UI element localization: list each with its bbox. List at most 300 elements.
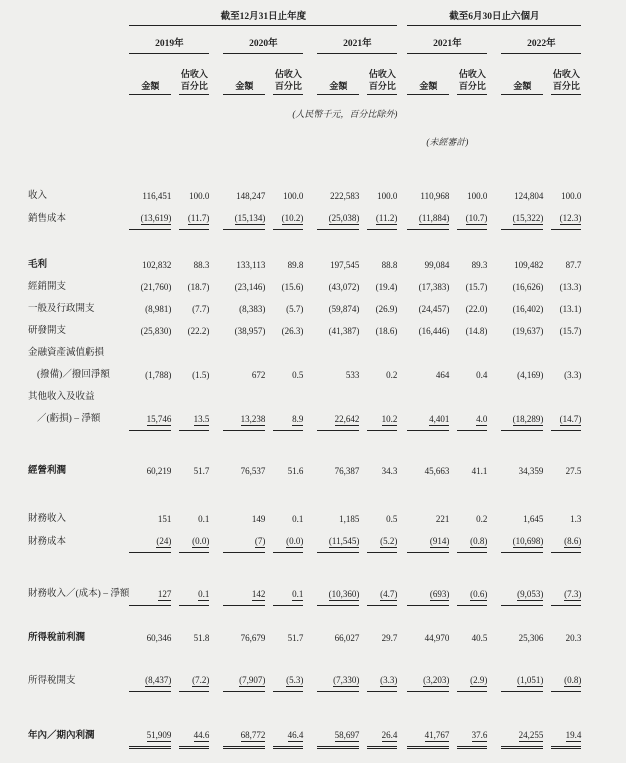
cell-amount: 99,084 [424,259,450,270]
group-gap [487,185,501,207]
cell-amount [129,386,171,408]
group-gap [487,207,501,230]
cell-percentage: 100.0 [189,191,210,201]
cell-amount [407,724,449,748]
cell-amount [407,386,449,408]
cell-amount: 66,027 [334,633,360,643]
cell-percentage [273,386,303,408]
column-spacer [171,254,179,276]
underlined-value: (2.9) [470,675,488,685]
group-gap [303,408,317,431]
group-gap [487,627,501,649]
column-spacer [543,530,551,553]
table-row [28,276,581,298]
subheader-row [28,53,581,94]
cell-percentage: (15.7) [559,325,582,336]
group-gap [209,460,223,482]
underlined-value: 15,746 [146,413,172,424]
cell-amount: 222,583 [330,191,360,201]
row-label: ／(虧損) – 淨額 [37,414,101,424]
pct-header-4: 佔收入 百分比 [457,53,487,94]
column-spacer [265,254,273,276]
column-spacer [449,583,457,606]
column-spacer [359,185,367,207]
cell-amount [501,342,543,364]
cell-amount: (16,402) [512,303,544,314]
cell-percentage: 0.4 [476,369,488,380]
underlined-value: (7,330) [333,675,360,685]
group-gap [397,320,407,342]
column-spacer [359,530,367,553]
column-spacer [543,627,551,649]
cell-amount: 76,537 [240,466,266,476]
amount-header-4: 金額 [407,53,449,94]
column-spacer [543,460,551,482]
group-gap [397,386,407,408]
unaudited-note-row [28,120,581,148]
group-gap [397,408,407,431]
group-gap [303,460,317,482]
column-spacer [265,583,273,606]
year-2021-interim: 2021年 [407,25,487,53]
cell-percentage: 0.1 [292,514,304,524]
column-spacer [171,276,179,298]
column-spacer [449,207,457,230]
cell-amount [501,207,543,230]
cell-amount [317,530,359,553]
cell-amount [501,408,543,431]
cell-amount [501,583,543,606]
group-gap [397,276,407,298]
cell-percentage [457,408,487,431]
column-spacer [171,508,179,530]
cell-amount [129,207,171,230]
column-spacer [543,669,551,692]
cell-amount [317,342,359,364]
underlined-value: (4.7) [380,588,398,599]
column-spacer [543,724,551,748]
column-spacer [359,627,367,649]
cell-amount [223,669,265,692]
cell-amount [407,207,449,230]
cell-percentage [457,724,487,748]
column-spacer [359,508,367,530]
column-spacer [171,724,179,748]
spacer-cell [28,430,581,460]
underlined-value: (7.2) [192,675,210,685]
underlined-value: (0.8) [564,675,582,685]
underlined-value: 8.9 [292,413,304,424]
row-label: 經銷開支 [28,281,67,292]
group-gap [303,342,317,364]
underlined-value: (13,619) [140,213,172,223]
cell-amount: 45,663 [424,466,450,476]
underlined-value: (3,203) [423,675,450,685]
column-spacer [449,320,457,342]
group-gap [303,207,317,230]
underlined-value: (7.3) [564,588,582,599]
underlined-value: (10,360) [328,588,360,599]
column-spacer [171,298,179,320]
section-interim-title: 截至6月30日止六個月 [407,8,581,25]
cell-percentage [273,408,303,431]
underlined-value: 0.1 [198,588,210,599]
group-gap [209,298,223,320]
cell-amount: 148,247 [236,191,266,201]
cell-amount [407,669,449,692]
cell-amount [317,724,359,748]
cell-amount [407,530,449,553]
cell-percentage: 89.8 [287,259,304,270]
row-label: (撥備)／撥回淨額 [37,369,110,380]
cell-percentage: 0.5 [386,514,398,524]
pct-header-5: 佔收入 百分比 [551,53,581,94]
underlined-value: 10.2 [381,413,398,424]
column-spacer [543,320,551,342]
cell-percentage: 0.1 [198,514,210,524]
spacer-row [28,692,581,724]
group-gap [397,364,407,386]
cell-amount: 109,482 [514,259,544,270]
cell-amount [129,669,171,692]
amount-header-3: 金額 [317,53,359,94]
row-label: 財務成本 [28,536,67,547]
cell-amount: (38,957) [234,325,266,336]
header-body-gap [28,148,581,185]
row-label: 經營利潤 [28,466,67,476]
cell-amount [223,408,265,431]
cell-percentage: 51.6 [287,466,304,476]
cell-amount: (17,383) [418,281,450,292]
cell-amount [407,342,449,364]
cell-amount: 133,113 [236,259,266,270]
cell-amount: 110,968 [420,191,450,201]
underlined-value: (10.2) [281,213,304,223]
underlined-value: 51,909 [146,729,172,740]
underlined-value: 4.0 [476,413,488,424]
table-row [28,669,581,692]
row-label: 其他收入及收益 [28,391,95,402]
cell-percentage [457,530,487,553]
cell-percentage: (13.1) [559,303,582,314]
group-gap [209,342,223,364]
cell-percentage: 100.0 [561,191,582,201]
cell-amount: (19,637) [512,325,544,336]
amount-header-5: 金額 [501,53,543,94]
column-spacer [449,386,457,408]
cell-percentage: 88.8 [381,259,398,270]
cell-amount [407,583,449,606]
amount-header-2: 金額 [223,53,265,94]
section-header-row [28,8,581,25]
group-gap [487,669,501,692]
group-gap [209,583,223,606]
underlined-value: (914) [429,536,450,546]
cell-percentage: (18.7) [187,281,210,292]
cell-amount [129,530,171,553]
cell-percentage: (5.7) [286,303,304,314]
cell-percentage [551,342,581,364]
cell-percentage: 51.7 [193,466,210,476]
column-spacer [171,408,179,431]
group-gap [487,364,501,386]
underlined-value: (0.8) [470,536,488,546]
group-gap [397,583,407,606]
column-spacer [265,386,273,408]
cell-percentage [457,386,487,408]
column-spacer [449,408,457,431]
year-2019: 2019年 [129,25,209,53]
group-gap [487,342,501,364]
underlined-value: (1,051) [517,675,544,685]
group-gap [209,320,223,342]
underlined-value: (15,134) [234,213,266,223]
cell-percentage: 89.3 [471,259,488,270]
group-gap [487,508,501,530]
cell-amount [501,669,543,692]
underlined-value: (11,545) [328,536,360,546]
group-gap [487,320,501,342]
cell-percentage [367,669,397,692]
column-spacer [171,320,179,342]
pct-header-2: 佔收入 百分比 [273,53,303,94]
underlined-value: 41,767 [424,729,450,740]
cell-percentage: (19.4) [375,281,398,292]
underlined-value: 19.4 [565,729,582,740]
underlined-value: 26.4 [381,729,398,740]
cell-amount: 1,185 [339,514,360,524]
cell-amount: (16,626) [512,281,544,292]
cell-amount [317,207,359,230]
underlined-value: (15,322) [512,213,544,223]
cell-amount: 464 [435,369,450,380]
underlined-value: 58,697 [334,729,360,740]
column-spacer [543,185,551,207]
column-spacer [171,185,179,207]
column-spacer [359,254,367,276]
group-gap [397,342,407,364]
underlined-value: (14.7) [559,413,582,424]
cell-amount [129,342,171,364]
group-gap [209,364,223,386]
cell-percentage [179,669,209,692]
column-spacer [359,298,367,320]
column-spacer [265,276,273,298]
group-gap [209,530,223,553]
cell-percentage: (1.5) [192,369,210,380]
group-gap [487,298,501,320]
cell-percentage: 41.1 [471,466,488,476]
cell-amount: (21,760) [140,281,172,292]
group-gap [487,408,501,431]
column-spacer [171,583,179,606]
spacer-row [28,649,581,669]
column-spacer [265,320,273,342]
underlined-value: (7,907) [239,675,266,685]
table-row [28,254,581,276]
cell-percentage: 27.5 [565,466,582,476]
cell-percentage: 51.8 [193,633,210,643]
column-spacer [449,530,457,553]
spacer-cell [28,482,581,508]
group-gap [209,408,223,431]
underlined-value: (10,698) [512,536,544,546]
cell-amount: 25,306 [518,633,544,643]
spacer-cell [28,649,581,669]
group-gap [487,724,501,748]
cell-percentage [551,669,581,692]
underlined-value: (8.6) [564,536,582,546]
row-label: 銷售成本 [28,213,67,224]
column-spacer [171,207,179,230]
column-spacer [449,298,457,320]
cell-percentage [273,342,303,364]
cell-amount [129,408,171,431]
cell-percentage [367,207,397,230]
table-row [28,386,581,408]
underlined-value: (10.7) [465,213,488,223]
column-spacer [265,207,273,230]
column-spacer [359,408,367,431]
group-gap [487,254,501,276]
column-spacer [449,627,457,649]
cell-percentage [367,386,397,408]
row-label: 財務收入 [28,514,67,524]
table-row [28,342,581,364]
column-spacer [265,185,273,207]
cell-percentage: (26.9) [375,303,398,314]
group-gap [487,530,501,553]
cell-amount: 102,832 [142,259,172,270]
underlined-value: (0.0) [286,536,304,546]
cell-amount: (25,830) [140,325,172,336]
column-spacer [449,364,457,386]
column-spacer [359,669,367,692]
row-label: 財務收入／(成本) – 淨額 [28,589,130,599]
row-label: 所得稅開支 [28,675,76,686]
cell-percentage: 100.0 [283,191,304,201]
underlined-value: (5.2) [380,536,398,546]
column-spacer [265,364,273,386]
group-gap [209,207,223,230]
cell-amount: 34,359 [518,466,544,476]
cell-percentage [273,724,303,748]
row-label: 收入 [28,191,48,201]
cell-amount: 533 [345,369,360,380]
column-spacer [359,342,367,364]
pct-header-3: 佔收入 百分比 [367,53,397,94]
cell-percentage: 0.2 [476,514,488,524]
column-spacer [543,508,551,530]
cell-amount [501,530,543,553]
cell-percentage [179,207,209,230]
cell-percentage [367,408,397,431]
cell-percentage [551,386,581,408]
group-gap [209,185,223,207]
cell-percentage [551,724,581,748]
table-row [28,320,581,342]
group-gap [303,724,317,748]
row-label: 研發開支 [28,325,67,336]
group-gap [303,583,317,606]
cell-percentage [179,724,209,748]
column-spacer [449,508,457,530]
underlined-value: 127 [157,588,172,599]
cell-amount: 151 [157,514,172,524]
cell-amount: (8,383) [239,303,266,314]
cell-amount: 1,645 [523,514,544,524]
cell-percentage: 29.7 [381,633,398,643]
underlined-value: (11,884) [418,213,450,223]
row-label: 毛利 [28,259,48,270]
table-body [28,185,581,747]
cell-percentage: 100.0 [377,191,398,201]
column-spacer [543,254,551,276]
column-spacer [171,386,179,408]
column-spacer [265,669,273,692]
cell-amount [317,669,359,692]
group-gap [209,276,223,298]
cell-percentage: 87.7 [565,259,582,270]
underlined-value: 13,238 [240,413,266,424]
cell-percentage: 0.5 [292,369,304,380]
group-gap [303,530,317,553]
column-spacer [449,724,457,748]
underlined-value: 44.6 [193,729,210,740]
underlined-value: (25,038) [328,213,360,223]
cell-percentage [273,583,303,606]
cell-amount: 44,970 [424,633,450,643]
column-spacer [265,724,273,748]
column-spacer [265,460,273,482]
cell-percentage: 20.3 [565,633,582,643]
cell-amount: 149 [251,514,266,524]
cell-percentage [367,342,397,364]
unaudited-note: (未經審計) [426,137,469,147]
group-gap [487,386,501,408]
group-gap [303,669,317,692]
group-gap [397,627,407,649]
cell-amount: (8,981) [145,303,172,314]
column-spacer [449,276,457,298]
group-gap [397,530,407,553]
underlined-value: (3.3) [380,675,398,685]
column-spacer [449,185,457,207]
year-header-row [28,25,581,53]
table-row [28,207,581,230]
table-row [28,627,581,649]
year-2022-interim: 2022年 [501,25,581,53]
column-spacer [265,627,273,649]
cell-percentage: (22.2) [187,325,210,336]
cell-percentage [457,342,487,364]
column-spacer [449,342,457,364]
group-gap [487,583,501,606]
cell-amount: (59,874) [328,303,360,314]
cell-amount [129,724,171,748]
column-spacer [543,342,551,364]
column-spacer [449,669,457,692]
cell-percentage: (14.8) [465,325,488,336]
group-gap [397,207,407,230]
underlined-value: 142 [251,588,266,599]
cell-percentage [273,669,303,692]
underlined-value: 46.4 [287,729,304,740]
cell-amount: 76,679 [240,633,266,643]
row-label: 一般及行政開支 [28,303,95,314]
spacer-row [28,430,581,460]
year-2021: 2021年 [317,25,397,53]
